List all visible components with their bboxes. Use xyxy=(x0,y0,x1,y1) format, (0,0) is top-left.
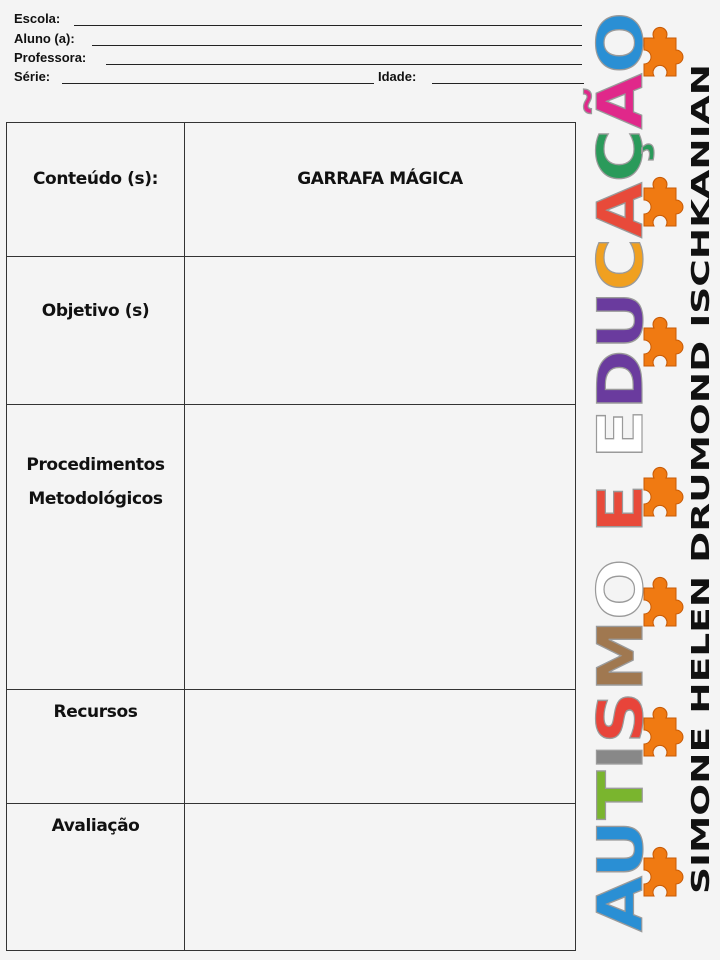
brand-letter: I xyxy=(584,747,657,771)
grade-label: Série: xyxy=(14,69,51,84)
table-row xyxy=(7,123,576,257)
procedures-label-line2: Metodológicos xyxy=(28,489,163,509)
lesson-plan-table xyxy=(6,122,576,951)
brand-letter: E xyxy=(584,490,657,534)
teacher-rule xyxy=(106,64,582,65)
school-field[interactable] xyxy=(14,10,584,28)
content-value-cell[interactable] xyxy=(185,123,576,257)
brand-letter: E xyxy=(584,416,657,459)
procedures-value xyxy=(185,405,575,451)
age-rule xyxy=(432,83,584,84)
brand-letter: U xyxy=(584,299,657,350)
evaluation-label: Avaliação xyxy=(51,816,140,836)
brand-letter: A xyxy=(584,190,657,239)
objective-value-cell[interactable] xyxy=(185,257,576,405)
brand-letter: S xyxy=(584,698,657,744)
brand-title xyxy=(584,12,657,932)
brand-letter: O xyxy=(584,20,657,74)
student-field[interactable] xyxy=(14,30,584,48)
table-row xyxy=(7,804,576,951)
grade-rule xyxy=(62,83,374,84)
brand-letter: A xyxy=(584,885,657,932)
table-row xyxy=(7,405,576,690)
author-name: SIMONE HELEN DRUMOND ISCHKANIAN xyxy=(686,340,715,894)
table-row xyxy=(7,690,576,804)
brand-letter: O xyxy=(584,567,657,620)
school-rule xyxy=(74,25,582,26)
teacher-label: Professora: xyxy=(14,50,87,65)
brand-sidebar xyxy=(582,0,720,960)
evaluation-value xyxy=(185,804,575,850)
table-row xyxy=(7,257,576,405)
resources-value-cell[interactable] xyxy=(185,690,576,804)
procedures-label xyxy=(7,405,184,516)
procedures-value-cell[interactable] xyxy=(185,405,576,690)
resources-value xyxy=(185,690,575,736)
objective-label-cell xyxy=(7,257,185,405)
age-label: Idade: xyxy=(378,69,417,84)
brand-letter: M xyxy=(584,629,657,692)
content-label: Conteúdo (s): xyxy=(32,169,159,189)
procedures-label-cell xyxy=(7,405,185,690)
brand-letter: U xyxy=(584,828,657,879)
student-label: Aluno (a): xyxy=(14,31,75,46)
school-label: Escola: xyxy=(14,11,61,26)
evaluation-value-cell[interactable] xyxy=(185,804,576,951)
objective-label: Objetivo (s) xyxy=(41,301,150,321)
teacher-field[interactable] xyxy=(14,49,584,67)
brand-letter: D xyxy=(584,358,657,410)
student-rule xyxy=(92,45,582,46)
brand-letter: Ç xyxy=(584,136,657,183)
objective-value xyxy=(185,257,575,303)
procedures-label-line1: Procedimentos xyxy=(26,455,165,475)
grade-field[interactable] xyxy=(14,68,586,86)
brand-letter: C xyxy=(584,245,657,292)
evaluation-label-cell xyxy=(7,804,185,951)
content-value: GARRAFA MÁGICA xyxy=(297,169,463,189)
content-label-cell xyxy=(7,123,185,257)
brand-letter: Ã xyxy=(584,81,657,130)
resources-label-cell xyxy=(7,690,185,804)
brand-letter: T xyxy=(584,777,657,820)
brand-letter xyxy=(584,533,657,558)
brand-letter xyxy=(584,459,657,484)
resources-label: Recursos xyxy=(53,702,138,722)
